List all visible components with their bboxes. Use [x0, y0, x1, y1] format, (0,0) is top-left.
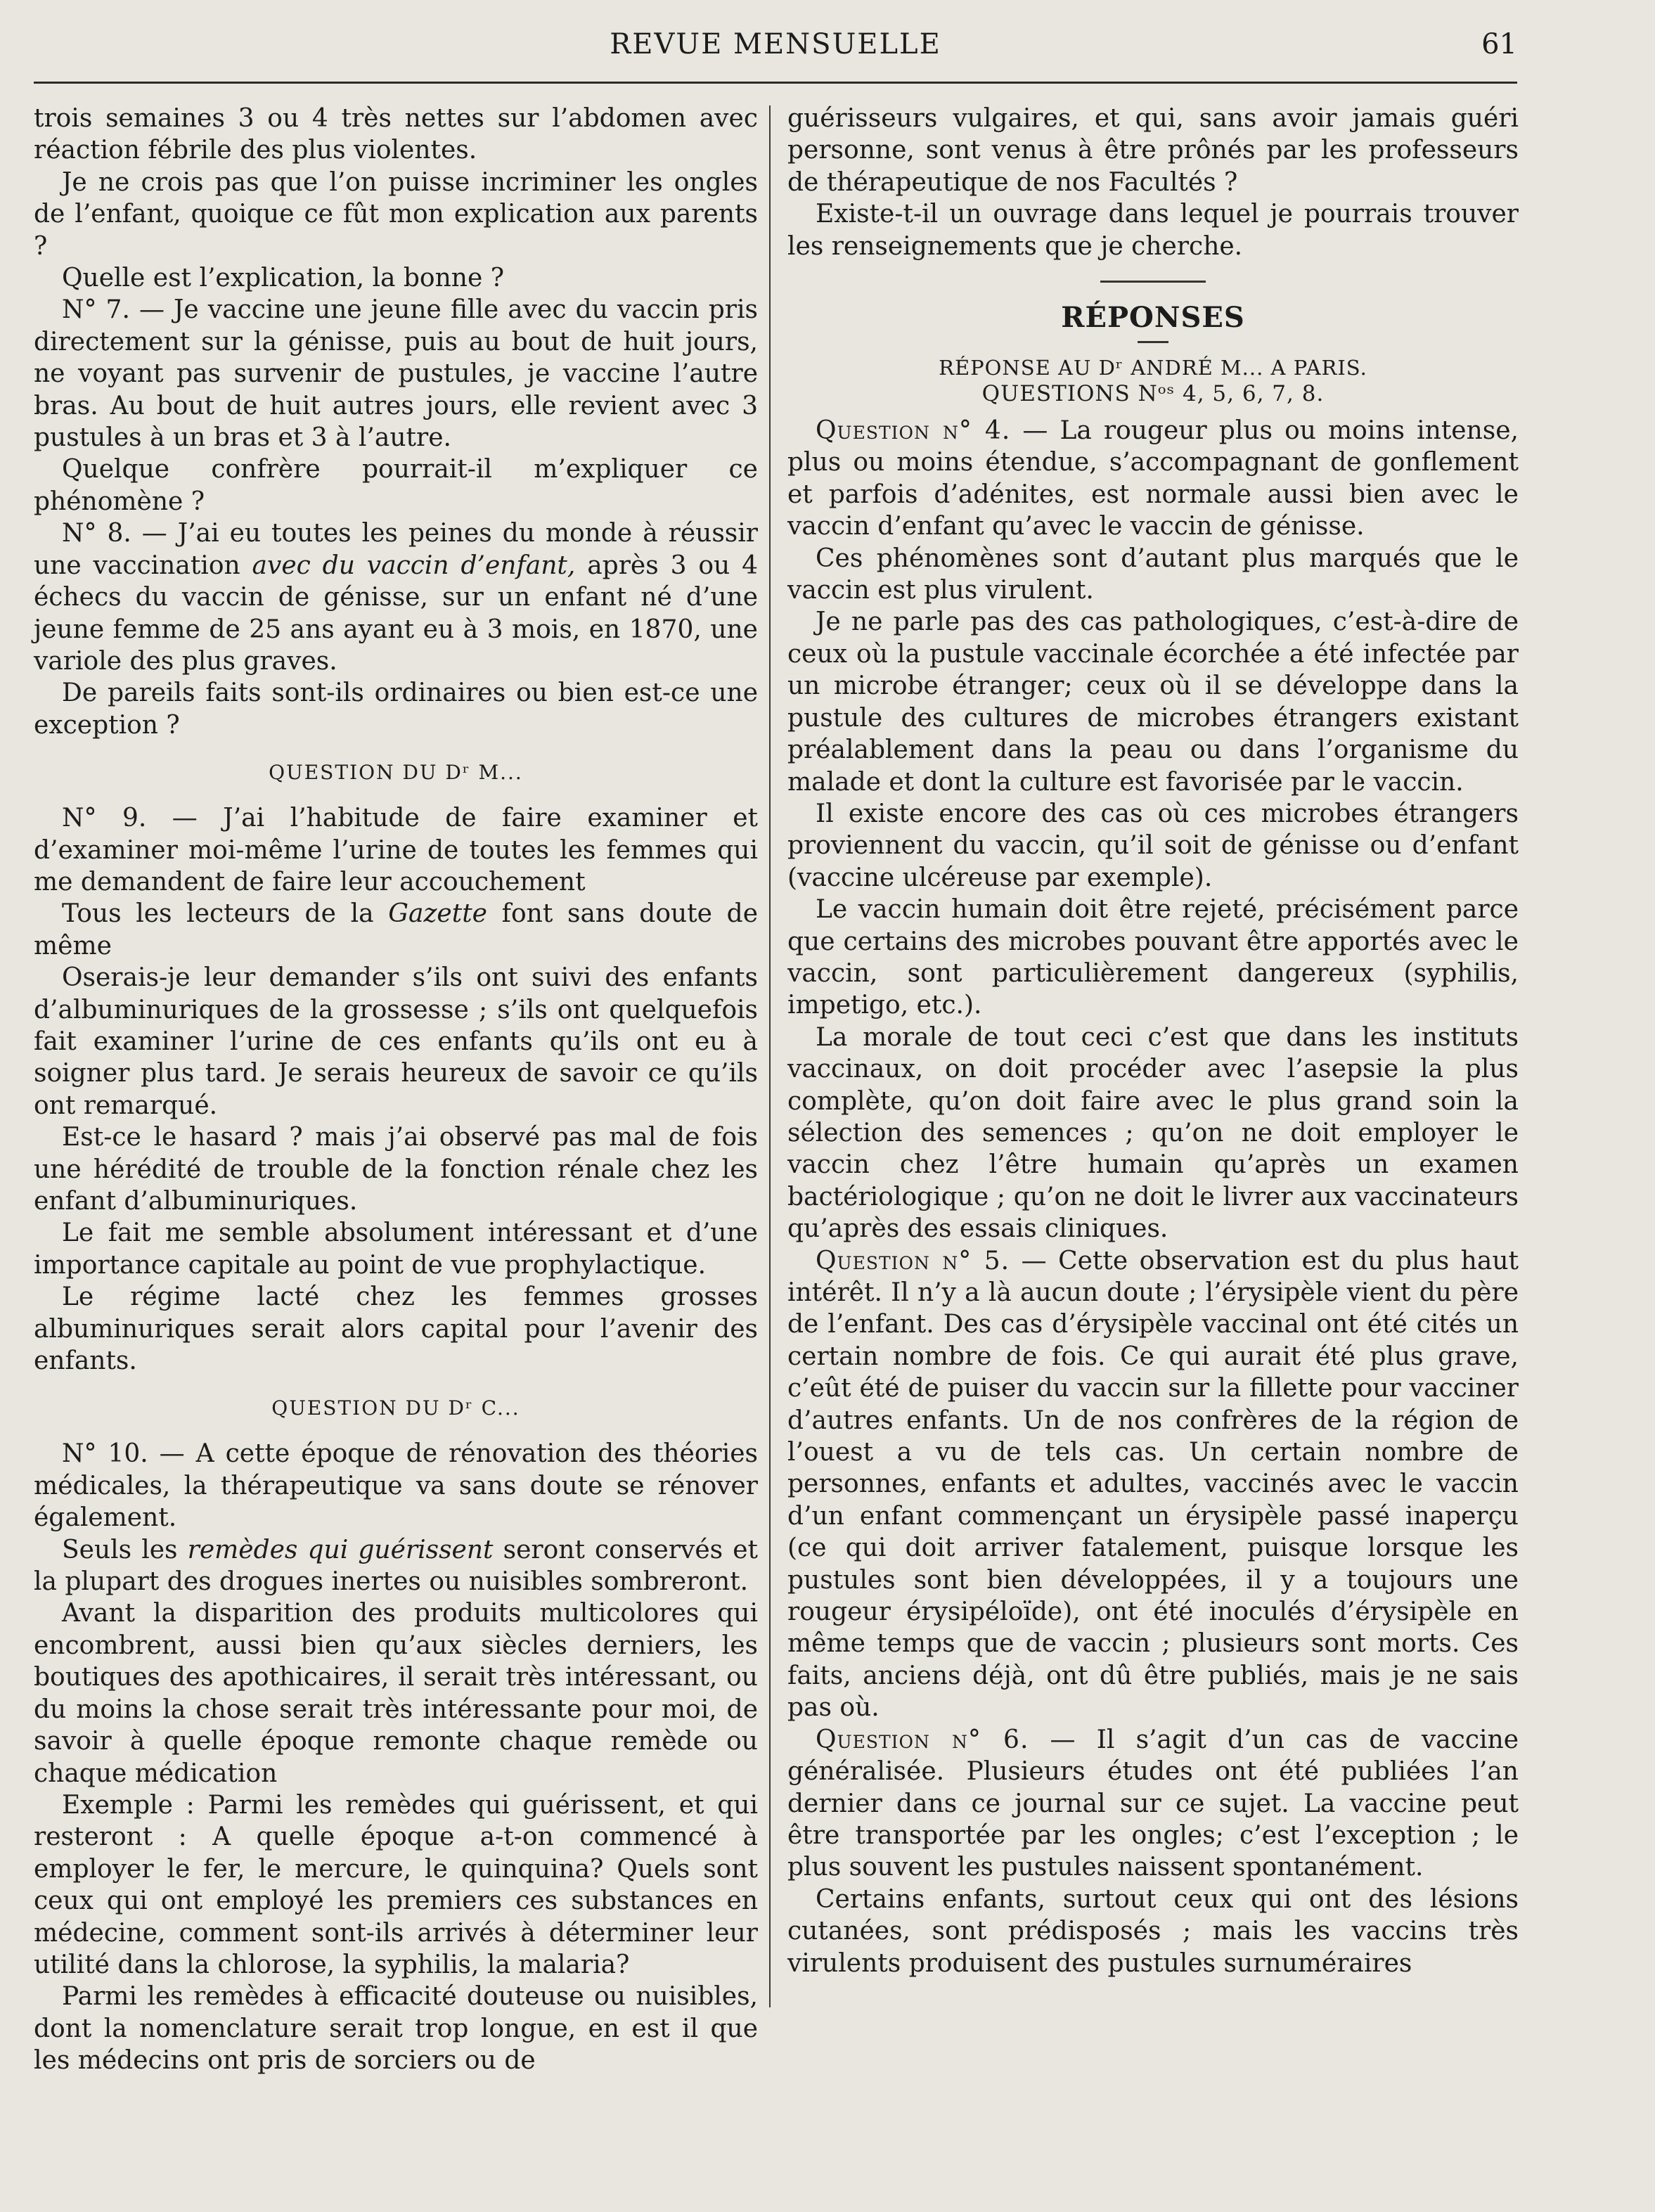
text: Tous les lecteurs de la	[62, 899, 389, 929]
question-label: Question n° 4.	[816, 416, 1011, 446]
paragraph: Il existe encore des cas où ces microbes étrangers proviennent du vaccin, qu’il soit de génisse ou d’enfant (vaccine ulcéreuse par exemple).	[787, 799, 1519, 892]
paragraph: Oserais-je leur demander s’ils ont suivi des enfants d’albuminuriques de la grossesse ; s’ils ont quelquefois fait examiner l’urine de ces enfants qu’ils ont eu à soigner plus tard. Je serais heureux de savoir ce qu’ils ont remarqué.	[34, 963, 758, 1120]
paragraph: Exemple : Parmi les remèdes qui guérissent, et qui resteront : A quelle époque a-t-on commencé à employer le fer, le mercure, le quinquina? Quels sont ceux qui ont employé les premiers ces substances en médecine, comment sont-ils arrivés à déterminer leur utilité dans la chlorose, la syphilis, la malaria?	[34, 1790, 758, 1979]
left-column	[34, 103, 758, 2077]
text: après 3 ou 4 échecs du vaccin de génisse, sur un enfant né d’une jeune femme de 25 ans ayant eu à 3 mois, en 1870, une variole des plus graves.	[34, 551, 758, 676]
question-8	[34, 517, 758, 677]
paragraph: Quelque confrère pourrait-il m’expliquer ce phénomène ?	[34, 455, 758, 516]
paragraph: Est-ce le hasard ? mais j’ai observé pas mal de fois une hérédité de trouble de la fonction rénale chez les enfant d’albuminuriques.	[34, 1123, 758, 1216]
text: — La rougeur plus ou moins intense, plus ou moins étendue, s’accompagnant de gonflement et parfois d’adénites, est normale aussi bien avec le vaccin d’enfant qu’avec le vaccin de génisse.	[787, 416, 1519, 541]
answer-6	[787, 1724, 1519, 1884]
text: — Cette observation est du plus haut intérêt. Il n’y a là aucun doute ; l’érysipèle vient du père de l’enfant. Des cas d’érysipèle vaccinal ont été cités un certain nombre de fois. Ce qui aurait été plus grave, c’eût été de puiser du vaccin sur la fillette pour vacciner d’autres enfants. Un de nos confrères de la région de l’ouest a vu de tels cas. Un certain nombre de personnes, enfants et adultes, vaccinés avec le vaccin d’un enfant commençant un érysipèle passé inaperçu (ce qui doit arriver fatalement, puisque lorsque les pustules sont bien développées, il y a toujours une rougeur érysipéloïde), ont été inoculés d’érysipèle en même temps que de vaccin ; plusieurs sont morts. Ces faits, anciens déjà, ont dû être publiés, mais je ne sais pas où.	[787, 1246, 1519, 1723]
paragraph: trois semaines 3 ou 4 très nettes sur l’abdomen avec réaction fébrile des plus violentes.	[34, 104, 758, 165]
text: N° 8. — J’ai eu toutes les peines du monde à réussir une vaccination	[34, 519, 758, 580]
text: — Il s’agit d’un cas de vaccine généralisée. Plusieurs études ont été publiées l’an dernier dans ce journal sur ce sujet. La vaccine peut être transportée par les ongles; c’est l’exception ; le plus souvent les pustules naissent spontanément.	[787, 1725, 1519, 1882]
paragraph	[34, 898, 758, 962]
paragraph: Quelle est l’explication, la bonne ?	[62, 264, 505, 293]
paragraph: Le vaccin humain doit être rejeté, précisément parce que certains des microbes pouvant être apportés avec le vaccin, sont particulièrement dangereux (syphilis, impetigo, etc.).	[787, 895, 1519, 1020]
text: font sans doute de même	[34, 899, 758, 960]
reply-questions: QUESTIONS Nᵒˢ 4, 5, 6, 7, 8.	[981, 381, 1325, 407]
journal-title: REVUE MENSUELLE	[610, 28, 941, 60]
page-number: 61	[1481, 28, 1517, 60]
answer-5	[787, 1245, 1519, 1724]
paragraph: guérisseurs vulgaires, et qui, sans avoir jamais guéri personne, sont venus à être prônés par les professeurs de thérapeutique de nos Facultés ?	[787, 104, 1519, 197]
right-column	[787, 103, 1519, 1979]
paragraph: Le régime lacté chez les femmes grosses albuminuriques serait alors capital pour l’avenir des enfants.	[34, 1282, 758, 1376]
paragraph: Je ne crois pas que l’on puisse incriminer les ongles de l’enfant, quoique ce fût mon explication aux parents ?	[34, 167, 758, 261]
section-rule	[1100, 281, 1206, 283]
question-9: N° 9. — J’ai l’habitude de faire examiner et d’examiner moi-même l’urine de toutes les femmes qui me demandent de faire leur accouchement	[34, 804, 758, 896]
text: seront conservés et la plupart des drogues inertes ou nuisibles sombreront.	[34, 1535, 758, 1597]
answer-4	[787, 415, 1519, 543]
section-subheading: QUESTION DU Dʳ M...	[269, 761, 523, 785]
paragraph: Ces phénomènes sont d’autant plus marqués que le vaccin est plus virulent.	[787, 544, 1519, 605]
section-heading: RÉPONSES	[1061, 301, 1245, 335]
reply-addressee: RÉPONSE AU Dʳ ANDRÉ M... A PARIS.	[939, 356, 1367, 380]
section-subheading: QUESTION DU Dʳ C...	[271, 1396, 520, 1420]
paragraph: De pareils faits sont-ils ordinaires ou bien est-ce une exception ?	[34, 679, 758, 740]
emphasis: avec du vaccin d’enfant,	[252, 551, 576, 580]
question-label: Question n° 6.	[816, 1725, 1029, 1754]
header-rule	[34, 82, 1517, 84]
paragraph: Je ne parle pas des cas pathologiques, c’est-à-dire de ceux où la pustule vaccinale écorchée a été infectée par un microbe étranger; ceux où il se développe dans la pustule des cultures de microbes étrangers existant préalablement dans la peau ou dans l’organisme du malade et dont la culture est favorisée par le vaccin.	[787, 607, 1519, 797]
paragraph: Certains enfants, surtout ceux qui ont des lésions cutanées, sont prédisposés ; mais les vaccins très virulents produisent des pustules surnuméraires	[787, 1884, 1519, 1978]
question-10: N° 10. — A cette époque de rénovation des théories médicales, la thérapeutique va sans doute se rénover également.	[34, 1439, 758, 1533]
paragraph: La morale de tout ceci c’est que dans les instituts vaccinaux, on doit procéder avec l’asepsie la plus complète, qu’on doit faire avec le plus grand soin la sélection des semences ; qu’on ne doit employer le vaccin chez l’être humain qu’après un examen bactériologique ; qu’on ne doit le livrer aux vaccinateurs qu’après des essais cliniques.	[787, 1022, 1519, 1244]
paragraph: Le fait me semble absolument intéressant et d’une importance capitale au point de vue prophylactique.	[34, 1218, 758, 1280]
emphasis: remèdes qui guérissent	[187, 1535, 494, 1564]
emphasis: Gazette	[388, 899, 487, 929]
paragraph: Avant la disparition des produits multicolores qui encombrent, aussi bien qu’aux siècles derniers, les boutiques des apothicaires, il serait très intéressant, ou du moins la chose serait très intéressante pour moi, de savoir à quelle époque remonte chaque remède ou chaque médication	[34, 1599, 758, 1788]
question-7: N° 7. — Je vaccine une jeune fille avec du vaccin pris directement sur la génisse, puis au bout de huit jours, ne voyant pas survenir de pustules, je vaccine l’autre bras. Au bout de huit autres jours, elle revient avec 3 pustules à un bras et 3 à l’autre.	[34, 295, 758, 453]
running-header	[34, 28, 1517, 70]
column-divider	[769, 105, 771, 2007]
text: Seuls les	[62, 1535, 188, 1564]
paragraph: Parmi les remèdes à efficacité douteuse ou nuisibles, dont la nomenclature serait trop longue, en est il que les médecins ont pris de sorciers ou de	[34, 1982, 758, 2076]
question-label: Question n° 5.	[816, 1246, 1010, 1275]
paragraph: Existe-t-il un ouvrage dans lequel je pourrais trouver les renseignements que je cherche.	[787, 200, 1519, 261]
paragraph	[34, 1534, 758, 1598]
heading-dash	[1138, 341, 1168, 343]
